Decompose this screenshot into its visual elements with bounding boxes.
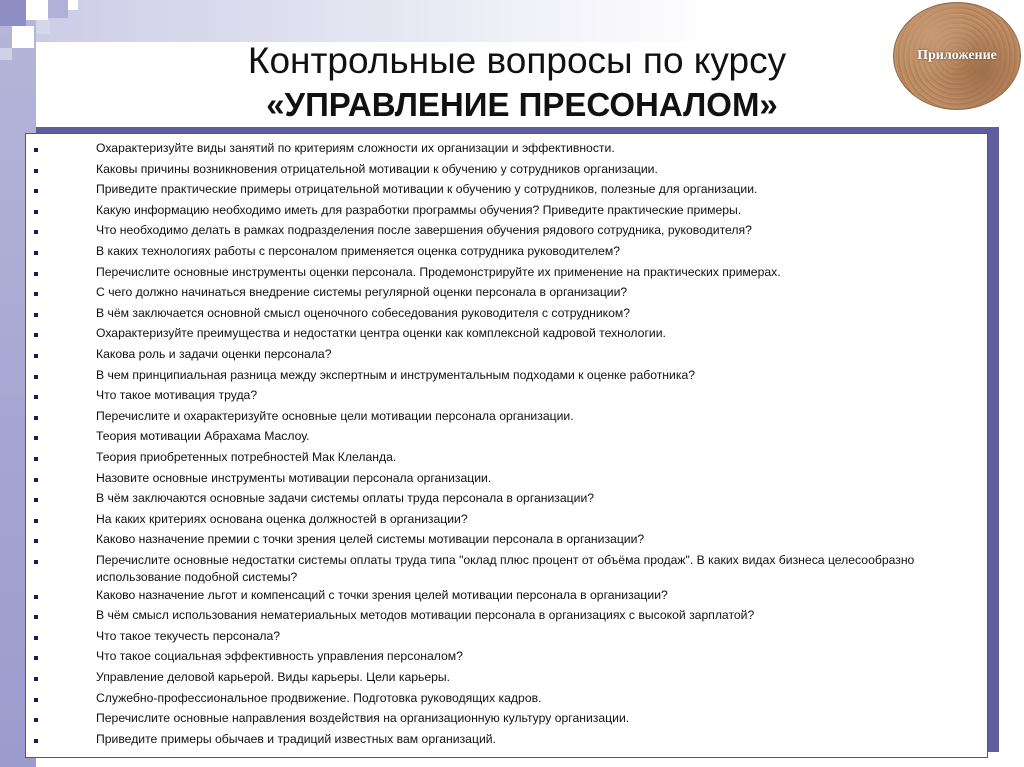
- question-text: Какую информацию необходимо иметь для разработки программы обучения? Приведите практические примеры.: [96, 202, 742, 217]
- list-item: [26, 325, 987, 346]
- bullet-icon: [26, 731, 96, 748]
- bullet-icon: [26, 367, 96, 384]
- bullet-icon: [26, 387, 96, 404]
- list-item: [26, 346, 987, 367]
- list-item: [26, 243, 987, 264]
- bullet-icon: [26, 222, 96, 239]
- list-item: [26, 367, 987, 388]
- list-item: [26, 607, 987, 628]
- bullet-icon: [26, 202, 96, 219]
- list-item: [26, 181, 987, 202]
- bullet-icon: [26, 607, 96, 624]
- bullet-icon: [26, 470, 96, 487]
- question-text: Перечислите основные недостатки системы оплаты труда типа "оклад плюс процент от объёма продаж". В каких видах бизнеса целесообразно использование подобной системы?: [96, 552, 915, 585]
- list-item: [26, 690, 987, 711]
- question-text: В каких технологиях работы с персоналом применяется оценка сотрудника руководителем?: [96, 243, 621, 258]
- question-text: Что необходимо делать в рамках подразделения после завершения обучения рядового сотрудника, руководителя?: [96, 223, 752, 238]
- question-text: Охарактеризуйте преимущества и недостатки центра оценки как комплексной кадровой технологии.: [96, 326, 666, 341]
- bullet-icon: [26, 552, 96, 569]
- questions-panel: [25, 133, 988, 758]
- question-text: Перечислите и охарактеризуйте основные цели мотивации персонала организации.: [96, 408, 574, 423]
- list-item: [26, 470, 987, 491]
- list-item: [26, 531, 987, 552]
- question-text: Служебно-профессиональное продвижение. Подготовка руководящих кадров.: [96, 690, 542, 705]
- list-item: [26, 264, 987, 285]
- question-text: В чем принципиальная разница между экспертным и инструментальным подходами к оценке работника?: [96, 367, 696, 382]
- bullet-icon: [26, 531, 96, 548]
- bullet-icon: [26, 710, 96, 727]
- question-text: Охарактеризуйте виды занятий по критериям сложности их организации и эффективности.: [96, 141, 615, 155]
- list-item: [26, 669, 987, 690]
- bullet-icon: [26, 428, 96, 445]
- question-text: Что такое мотивация труда?: [96, 388, 258, 403]
- decor-square: [36, 20, 50, 34]
- decor-square: [48, 0, 68, 18]
- questions-list: [26, 134, 987, 751]
- question-text: Каково назначение льгот и компенсаций с точки зрения целей мотивации персонала в организации?: [96, 587, 668, 602]
- list-item: [26, 449, 987, 470]
- list-item: [26, 222, 987, 243]
- question-text: Управление деловой карьерой. Виды карьеры. Цели карьеры.: [96, 670, 451, 685]
- bullet-icon: [26, 346, 96, 363]
- list-item: [26, 305, 987, 326]
- list-item: [26, 628, 987, 649]
- question-text: С чего должно начинаться внедрение системы регулярной оценки персонала в организации?: [96, 285, 628, 300]
- bullet-icon: [26, 264, 96, 281]
- question-text: В чём заключаются основные задачи системы оплаты труда персонала в организации?: [96, 491, 595, 506]
- question-text: Назовите основные инструменты мотивации персонала организации.: [96, 470, 492, 485]
- course-title: «УПРАВЛЕНИЕ ПРЕСОНАЛОМ»: [266, 86, 778, 123]
- question-text: Теория мотивации Абрахама Маслоу.: [96, 429, 310, 444]
- list-item: [26, 387, 987, 408]
- bullet-icon: [26, 511, 96, 528]
- page-title: Контрольные вопросы по курсу: [247, 40, 787, 81]
- bullet-icon: [26, 325, 96, 342]
- bullet-icon: [26, 490, 96, 507]
- bullet-icon: [26, 628, 96, 645]
- question-text: Какова роль и задачи оценки персонала?: [96, 346, 332, 361]
- seal-label: Приложение: [917, 48, 997, 63]
- bullet-icon: [26, 305, 96, 322]
- bullet-icon: [26, 587, 96, 604]
- top-decorative-band: [0, 0, 1024, 42]
- question-text: Приведите практические примеры отрицательной мотивации к обучению у сотрудников, полезные для организации.: [96, 182, 758, 197]
- bullet-icon: [26, 690, 96, 707]
- list-item: [26, 490, 987, 511]
- question-text: Теория приобретенных потребностей Мак Клеланда.: [96, 449, 397, 464]
- question-text: Каково назначение премии с точки зрения целей системы мотивации персонала в организации?: [96, 532, 645, 547]
- list-item: [26, 587, 987, 608]
- list-item: [26, 161, 987, 182]
- question-text: На каких критериях основана оценка должностей в организации?: [96, 511, 468, 526]
- bullet-icon: [26, 161, 96, 178]
- question-text: В чём смысл использования нематериальных методов мотивации персонала в организациях с высокой зарплатой?: [96, 608, 755, 623]
- bullet-icon: [26, 181, 96, 198]
- list-item: [26, 552, 987, 587]
- bullet-icon: [26, 449, 96, 466]
- decor-square: [0, 0, 26, 26]
- question-text: Перечислите основные направления воздействия на организационную культуру организации.: [96, 711, 630, 726]
- list-item: [26, 731, 987, 752]
- list-item: [26, 284, 987, 305]
- list-item: [26, 428, 987, 449]
- list-item: [26, 202, 987, 223]
- bullet-icon: [26, 669, 96, 686]
- question-text: В чём заключается основной смысл оценочного собеседования руководителя с сотрудником?: [96, 305, 631, 320]
- bullet-icon: [26, 243, 96, 260]
- list-item: [26, 710, 987, 731]
- list-item: [26, 140, 987, 161]
- bullet-icon: [26, 140, 96, 157]
- bullet-icon: [26, 408, 96, 425]
- decor-square: [68, 0, 78, 10]
- bullet-icon: [26, 284, 96, 301]
- question-text: Приведите примеры обычаев и традиций известных вам организаций.: [96, 731, 496, 746]
- list-item: [26, 408, 987, 429]
- bullet-icon: [26, 648, 96, 665]
- question-text: Каковы причины возникновения отрицательной мотивации к обучению у сотрудников организации.: [96, 161, 658, 176]
- question-text: Что такое текучесть персонала?: [96, 628, 281, 643]
- list-item: [26, 511, 987, 532]
- list-item: [26, 648, 987, 669]
- question-text: Перечислите основные инструменты оценки персонала. Продемонстрируйте их применение на практических примерах.: [96, 264, 781, 279]
- question-text: Что такое социальная эффективность управления персоналом?: [96, 649, 463, 664]
- decor-square: [26, 0, 48, 20]
